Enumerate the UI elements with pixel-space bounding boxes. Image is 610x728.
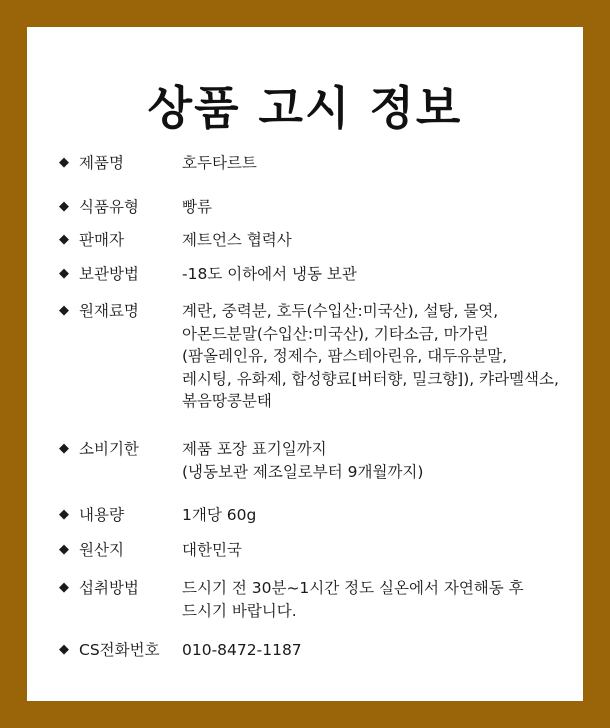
page-title: 상품 고시 정보 [147, 81, 463, 135]
value-line: 계란, 중력분, 호두(수입산:미국산), 설탕, 물엿, [182, 302, 499, 320]
row-label: 원재료명 [79, 302, 139, 320]
diamond-bullet-icon: ◆ [59, 642, 69, 657]
diamond-bullet-icon: ◆ [59, 199, 69, 214]
row-value [182, 577, 569, 622]
value-line: 빵류 [182, 198, 212, 216]
row-value [182, 300, 569, 413]
row-value [182, 263, 569, 286]
diamond-bullet-icon: ◆ [59, 232, 69, 247]
value-line: 1개당 60g [182, 506, 257, 524]
value-line: (냉동보관 제조일로부터 9개월까지) [182, 462, 424, 481]
value-line: 아몬드분말(수입산:미국산), 기타소금, 마가린 [182, 324, 489, 343]
row-value [182, 539, 569, 562]
value-line: 대한민국 [182, 541, 242, 559]
row-label: 내용량 [79, 506, 124, 524]
value-line: 드시기 바랍니다. [182, 601, 297, 620]
value-line: 제품 포장 표기일까지 [182, 440, 327, 458]
value-line: 드시기 전 30분~1시간 정도 실온에서 자연해동 후 [182, 579, 524, 597]
diamond-bullet-icon: ◆ [59, 507, 69, 522]
row-label: 판매자 [79, 231, 124, 249]
row-value [182, 152, 569, 175]
row-label: 제품명 [79, 154, 124, 172]
row-label: CS전화번호 [79, 641, 160, 659]
row-value [182, 229, 569, 252]
value-line: (팜올레인유, 정제수, 팜스테아린유, 대두유분말, [182, 347, 508, 365]
row-label: 소비기한 [79, 440, 139, 458]
value-line: 제트언스 협력사 [182, 231, 292, 249]
diamond-bullet-icon: ◆ [59, 542, 69, 557]
value-line: 레시팅, 유화제, 합성향료[버터향, 밀크향]), 캬라멜색소, [182, 369, 559, 388]
diamond-bullet-icon: ◆ [59, 580, 69, 595]
diamond-bullet-icon: ◆ [59, 441, 69, 456]
row-value [182, 639, 569, 662]
value-line: 호두타르트 [182, 154, 257, 172]
product-info-card [27, 27, 583, 701]
row-label: 보관방법 [79, 265, 139, 283]
diamond-bullet-icon: ◆ [59, 155, 69, 170]
diamond-bullet-icon: ◆ [59, 266, 69, 281]
row-label: 원산지 [79, 541, 124, 559]
value-line: 볶음땅콩분태 [182, 392, 272, 410]
row-value [182, 196, 569, 219]
value-line: 010-8472-1187 [182, 641, 302, 659]
row-value [182, 438, 569, 483]
diamond-bullet-icon: ◆ [59, 303, 69, 318]
row-value [182, 504, 569, 527]
value-line: -18도 이하에서 냉동 보관 [182, 265, 357, 283]
row-label: 식품유형 [79, 198, 139, 216]
row-label: 섭취방법 [79, 579, 139, 597]
